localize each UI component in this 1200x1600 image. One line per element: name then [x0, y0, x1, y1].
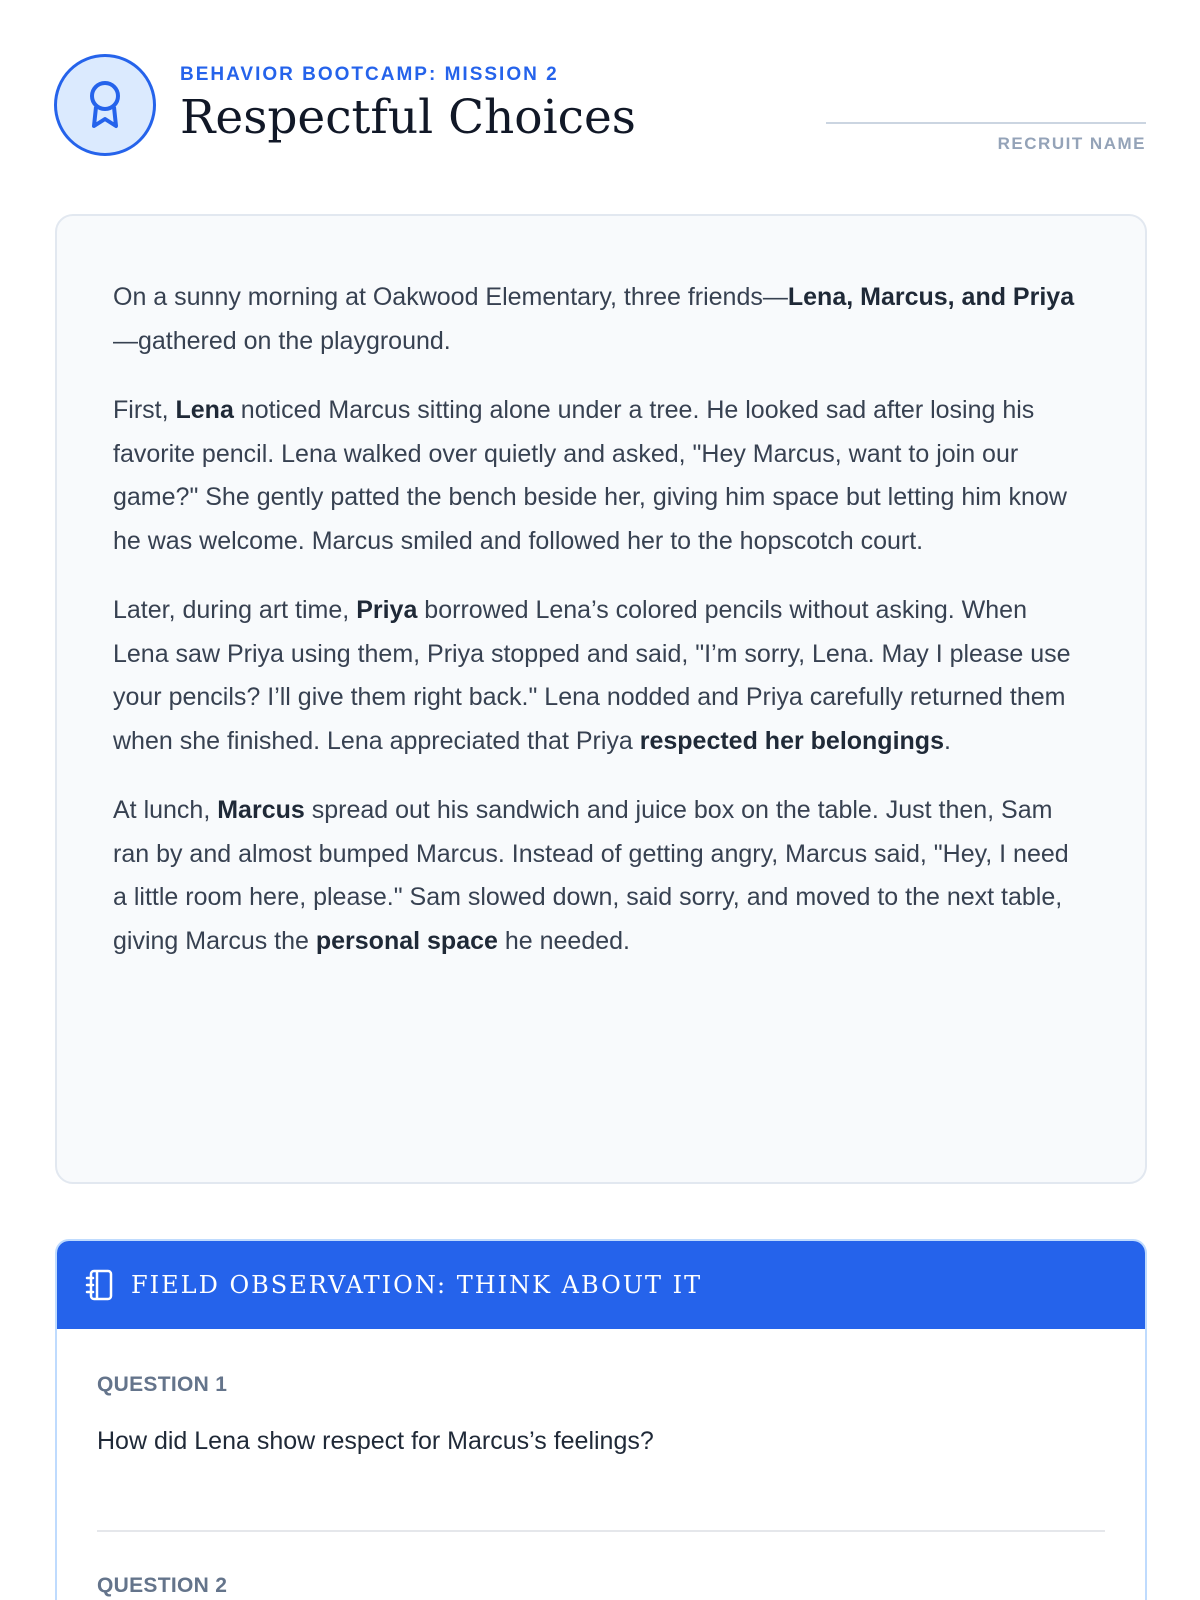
answer-line[interactable]	[97, 1530, 1105, 1532]
mission-badge	[54, 54, 156, 156]
story-paragraph: On a sunny morning at Oakwood Elementary, three friends—Lena, Marcus, and Priya—gathered on the playground.	[113, 283, 1075, 355]
story-highlight: Lena	[175, 396, 234, 424]
notebook-icon	[85, 1268, 115, 1302]
story-highlight: Priya	[356, 596, 418, 624]
story-paragraph: First, Lena noticed Marcus sitting alone under a tree. He looked sad after losing his favorite pencil. Lena walked over quietly and asked, "Hey Marcus, want to join our game?" She gently patted the bench beside her, giving him space but letting him know he was welcome. Marcus smiled and followed her to the hopscotch court.	[113, 396, 1067, 555]
story-highlight: Lena, Marcus, and Priya	[787, 283, 1075, 311]
question-block	[57, 1373, 1145, 1598]
field-observation-header	[57, 1241, 1145, 1329]
page-title: Respectful Choices	[180, 90, 636, 145]
mission-eyebrow: BEHAVIOR BOOTCAMP: MISSION 2	[180, 64, 559, 85]
story-highlight: respected her belongings	[639, 726, 944, 755]
recruit-name-field[interactable]	[826, 122, 1146, 154]
story-paragraph: At lunch, Marcus spread out his sandwich and juice box on the table. Just then, Sam ran by and almost bumped Marcus. Instead of getting angry, Marcus said, "Hey, I need a little room here, please." Sam slowed down, said sorry, and moved to the next table, giving Marcus the personal space he needed.	[113, 796, 1069, 955]
recruit-name-line[interactable]	[826, 122, 1146, 124]
question-text: How did Lena show respect for Marcus’s feelings?	[97, 1427, 654, 1455]
story-highlight: Marcus	[217, 796, 305, 824]
question-label: QUESTION 1	[97, 1373, 228, 1396]
award-ribbon-icon	[83, 79, 127, 131]
story-paragraph: Later, during art time, Priya borrowed Lena’s colored pencils without asking. When Lena saw Priya using them, Priya stopped and said, "I’m sorry, Lena. May I please use your pencils? I’ll give them right back." Lena nodded and Priya carefully returned them when she finished. Lena appreciated that Priya respected her belongings.	[113, 596, 1071, 755]
header	[54, 54, 1146, 158]
question-label: QUESTION 2	[97, 1574, 228, 1597]
field-observation-card	[55, 1239, 1147, 1600]
recruit-name-label: RECRUIT NAME	[997, 134, 1146, 153]
field-observation-title: FIELD OBSERVATION: THINK ABOUT IT	[131, 1271, 703, 1299]
story-card	[55, 214, 1147, 1184]
story-highlight: personal space	[315, 926, 498, 955]
